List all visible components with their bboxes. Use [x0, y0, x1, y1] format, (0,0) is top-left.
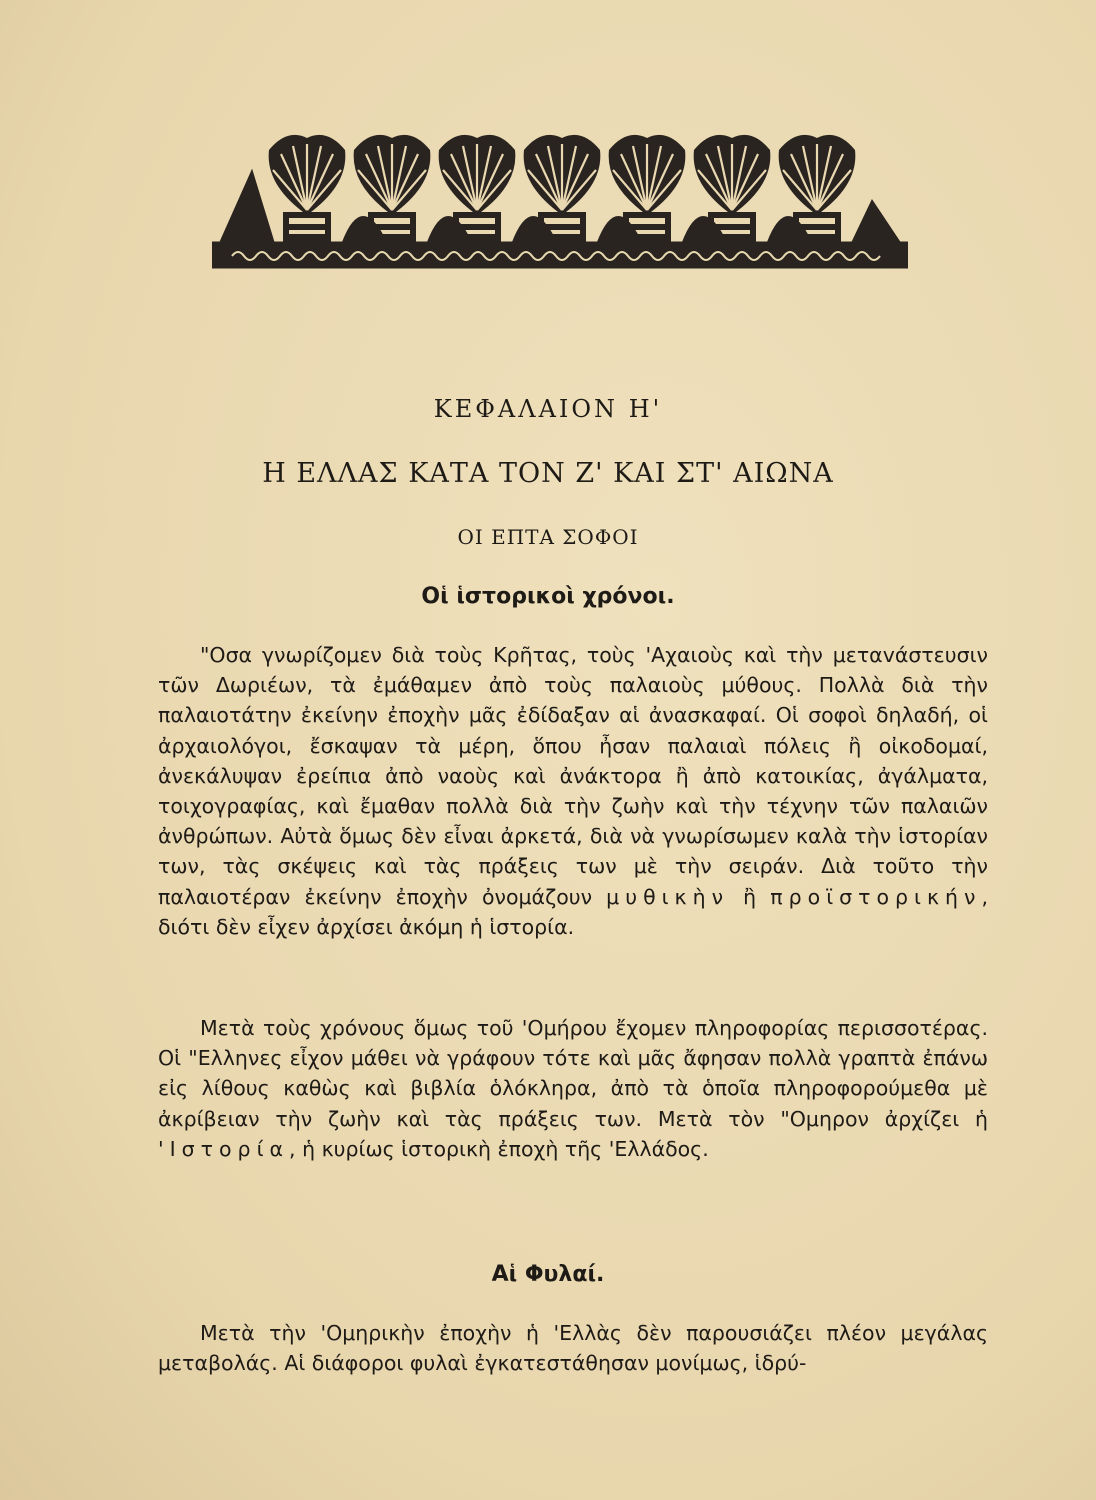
emphasized-term: μυθικὴν [606, 884, 730, 909]
chapter-label: ΚΕΦΑΛΑΙΟΝ Η' [433, 395, 663, 423]
emphasized-term: προϊστορικήν [770, 884, 982, 909]
section-heading: Οἱ ἱστορικοὶ χρόνοι. [421, 584, 675, 609]
paragraph-text: , ἡ κυρίως ἱστορικὴ ἐποχὴ τῆς 'Ελλάδος. [289, 1136, 709, 1161]
chapter-subtitle: ΟΙ ΕΠΤΑ ΣΟΦΟΙ [457, 525, 639, 549]
body-paragraph [158, 1318, 988, 1378]
body-paragraph [158, 640, 988, 942]
chapter-title: Η ΕΛΛΑΣ ΚΑΤΑ ΤΟΝ Ζ' ΚΑΙ ΣΤ' ΑΙΩΝΑ [262, 458, 834, 489]
paragraph-text: Μετὰ τὴν 'Ομηρικὴν ἐποχὴν ἡ 'Ελλὰς δὲν παρουσιάζει πλέον μεγάλας μεταβολάς. Αἱ διάφοροι φυλαὶ ἐγκατεστάθησαν μονίμως, ἱδρύ- [158, 1321, 988, 1376]
body-paragraph [158, 1013, 988, 1164]
paragraph-text: ἢ [729, 884, 771, 909]
paragraph-text: Μετὰ τοὺς χρόνους ὅμως τοῦ 'Ομήρου ἔχομεν πληροφορίας περισσοτέρας. Οἱ "Ελληνες εἶχον μάθει νὰ γράφουν τότε καὶ μᾶς ἄφησαν πολλὰ γραπτὰ ἐπάνω εἰς λίθους καθὼς καὶ βιβλία ὁλόκληρα, ἀπὸ τὰ ὁποῖα πληροφορούμεθα μὲ ἀκρίβειαν τὴν ζωὴν καὶ τὰς πράξεις των. Μετὰ τὸν "Ομηρον ἀρχίζει ἡ [158, 1016, 988, 1131]
paragraph-text: "Οσα γνωρίζομεν διὰ τοὺς Κρῆτας, τοὺς 'Αχαιοὺς καὶ τὴν μεταvάστευσιν τῶν Δωριέων, τὰ ἐμάθαμεν ἀπὸ τοὺς παλαιοὺς μύθους. Πολλὰ διὰ τὴν παλαιοτάτην ἐκείνην ἐποχὴν μᾶς ἐδίδαξαν αἱ ἀνασκαφαί. Οἱ σοφοὶ δηλαδή, οἱ ἀρχαιολόγοι, ἔσκαψαν τὰ μέρη, ὅπου ἦσαν παλαιαὶ πόλεις ἢ οἰκοδομαί, ἀνεκάλυψαν ἐρείπια ἀπὸ ναοὺς καὶ ἀνάκτορα ἢ ἀπὸ κατοικίας, ἀγάλματα, τοιχογραφίας, καὶ ἔμαθαν πολλὰ διὰ τὴν ζωὴν καὶ τὴν τέχνην τῶν παλαιῶν ἀνθρώπων. Αὐτὰ ὅμως δὲν εἶναι ἀρκετά, διὰ νὰ γνωρίσωμεν καλὰ τὴν ἱστορίαν των, τὰς σκέψεις καὶ τὰς πράξεις των μὲ τὴν σειράν. Διὰ τοῦτο τὴν παλαιοτέραν ἐκείνην ἐποχὴν ὀνομάζουν [158, 643, 988, 909]
emphasized-term: 'Ιστορία [158, 1136, 290, 1161]
paragraph-text: , διότι δὲν εἶχεν ἀρχίσει ἀκόμη ἡ ἱστορία. [158, 884, 988, 939]
section-heading: Αἱ Φυλαί. [491, 1262, 605, 1287]
palmette-frieze-ornament [212, 130, 908, 270]
